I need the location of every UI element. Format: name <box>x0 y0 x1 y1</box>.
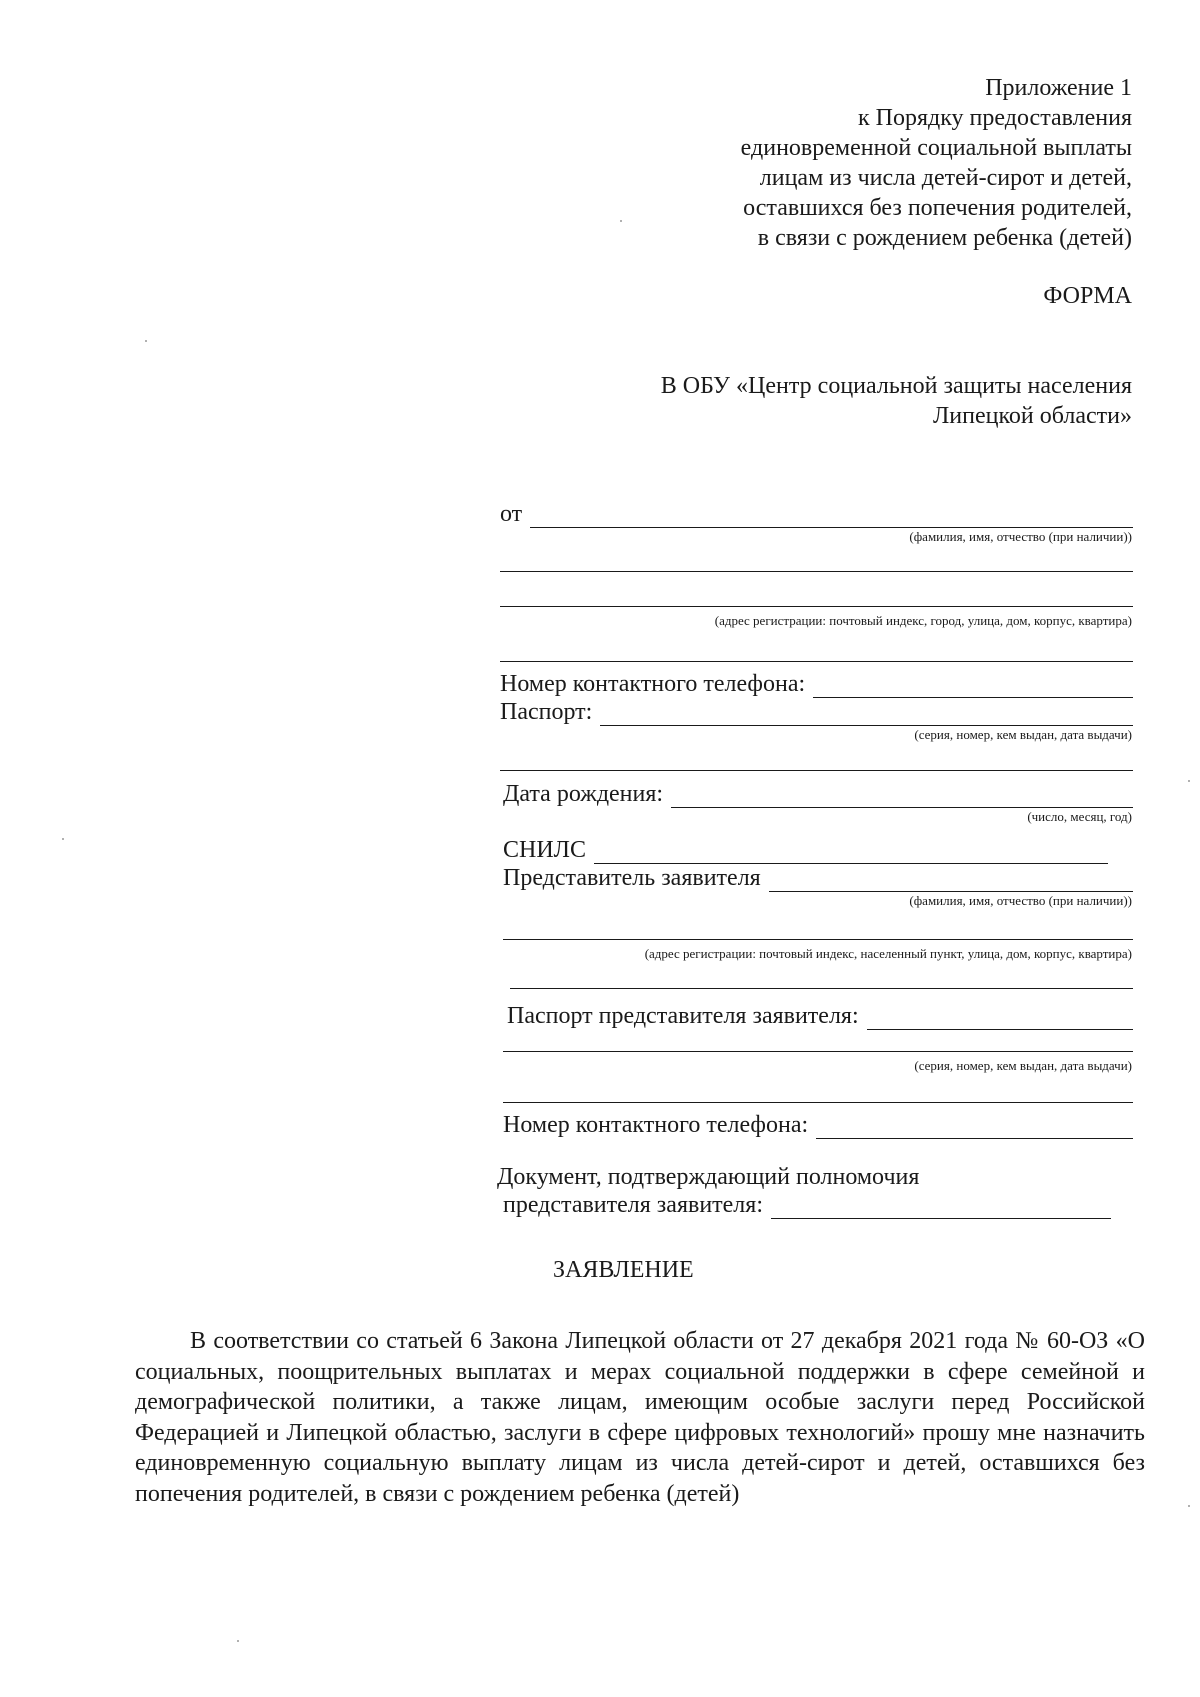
snils-line[interactable] <box>594 841 1108 864</box>
phone-field[interactable] <box>500 670 1133 698</box>
authority-doc-field[interactable] <box>503 1191 1111 1219</box>
birthdate-caption: (число, месяц, год) <box>1027 809 1132 824</box>
passport-line-2[interactable] <box>500 770 1133 771</box>
scan-speck <box>62 838 64 840</box>
statement-title: ЗАЯВЛЕНИЕ <box>553 1257 694 1283</box>
representative-caption: (фамилия, имя, отчество (при наличии)) <box>909 893 1132 908</box>
address-line-2[interactable] <box>500 606 1133 607</box>
rep-address-line-2[interactable] <box>510 988 1133 989</box>
scan-speck <box>145 340 147 342</box>
birthdate-label: Дата рождения: <box>503 781 664 807</box>
snils-field[interactable] <box>503 836 1108 864</box>
phone-label: Номер контактного телефона: <box>500 671 806 697</box>
from-label: от <box>500 501 523 527</box>
statement-body: В соответствии со статьей 6 Закона Липецкой области от 27 декабря 2021 года № 60-ОЗ «О социальных, поощрительных выплатах и мерах социальной поддержки в сфере семейной и демографической политики, а также лицам, имеющим особые заслуги перед Российской Федерацией и Липецкой областью, заслуги в сфере цифровых технологий» прошу мне назначить единовременную социальную выплату лицам из числа детей-сирот и детей, оставшихся без попечения родителей, в связи с рождением ребенка (детей) <box>135 1328 1145 1507</box>
rep-passport-line-2[interactable] <box>503 1051 1133 1052</box>
birthdate-field[interactable] <box>503 780 1133 808</box>
applicant-name-caption: (фамилия, имя, отчество (при наличии)) <box>909 529 1132 544</box>
addressee-line-1: В ОБУ «Центр социальной защиты населения <box>660 373 1132 399</box>
address-line-3[interactable] <box>500 661 1133 662</box>
passport-field[interactable] <box>500 698 1133 726</box>
scan-speck <box>1188 1505 1190 1507</box>
authority-doc-label-1: Документ, подтверждающий полномочия <box>497 1164 920 1190</box>
scan-speck <box>620 220 622 222</box>
header-line-4: лицам из числа детей-сирот и детей, <box>759 165 1132 191</box>
authority-doc-line[interactable] <box>771 1196 1111 1219</box>
passport-line[interactable] <box>600 703 1133 726</box>
representative-line[interactable] <box>769 869 1133 892</box>
passport-label: Паспорт: <box>500 699 593 725</box>
rep-address-line-1[interactable] <box>503 939 1133 940</box>
address-caption: (адрес регистрации: почтовый индекс, город, улица, дом, корпус, квартира) <box>714 613 1132 628</box>
rep-phone-line[interactable] <box>816 1116 1133 1139</box>
rep-passport-line-3[interactable] <box>503 1102 1133 1103</box>
applicant-name-line[interactable] <box>530 505 1133 528</box>
rep-passport-line[interactable] <box>867 1007 1133 1030</box>
representative-field[interactable] <box>503 864 1133 892</box>
rep-passport-label: Паспорт представителя заявителя: <box>507 1003 859 1029</box>
rep-passport-caption: (серия, номер, кем выдан, дата выдачи) <box>914 1058 1132 1073</box>
header-line-2: к Порядку предоставления <box>857 105 1132 131</box>
applicant-name-field[interactable] <box>500 500 1133 528</box>
address-line-1[interactable] <box>500 571 1133 572</box>
snils-label: СНИЛС <box>503 837 586 863</box>
birthdate-line[interactable] <box>671 785 1133 808</box>
addressee-line-2: Липецкой области» <box>933 403 1132 429</box>
header-line-6: в связи с рождением ребенка (детей) <box>757 225 1132 251</box>
rep-phone-label: Номер контактного телефона: <box>503 1112 809 1138</box>
rep-address-caption: (адрес регистрации: почтовый индекс, населенный пункт, улица, дом, корпус, квартира) <box>644 946 1132 961</box>
scan-speck <box>1188 780 1190 782</box>
rep-phone-field[interactable] <box>503 1111 1133 1139</box>
authority-doc-label-2: представителя заявителя: <box>503 1192 763 1218</box>
phone-line[interactable] <box>813 675 1133 698</box>
rep-passport-field[interactable] <box>507 1002 1133 1030</box>
header-line-1: Приложение 1 <box>985 75 1132 101</box>
passport-caption: (серия, номер, кем выдан, дата выдачи) <box>914 727 1132 742</box>
header-line-5: оставшихся без попечения родителей, <box>743 195 1132 221</box>
scan-speck <box>237 1640 239 1642</box>
form-label: ФОРМА <box>1043 283 1132 309</box>
representative-label: Представитель заявителя <box>503 865 761 891</box>
header-line-3: единовременной социальной выплаты <box>740 135 1132 161</box>
